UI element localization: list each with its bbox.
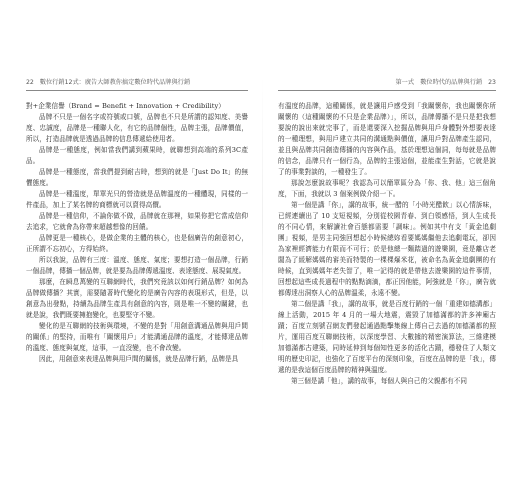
paragraph: 品牌是一種信仰，不論你做不做，品牌就在那裡，如果你把它當成信仰去追求，它就會為你帶來超越想像的回饋。 bbox=[26, 212, 248, 231]
book-gutter bbox=[262, 76, 263, 366]
left-page-body bbox=[26, 101, 248, 365]
right-page bbox=[278, 76, 496, 385]
book-spread bbox=[26, 76, 496, 385]
right-page-header bbox=[278, 76, 496, 91]
paragraph: 品牌是一種溫度，單單光只的營造就是品牌溫度的一種體現，同樣的一件產品，加上了某名牌的商標就可以賣得高價。 bbox=[26, 190, 248, 209]
left-page-header bbox=[26, 76, 248, 91]
paragraph: 品牌更是一種核心，是做企業的主體的核心，也是個廣告的創意初心，正所謂不忘初心，方得始終。 bbox=[26, 234, 248, 253]
paragraph: 第二個是講「我」，講的故事，就是百度行銷的一個「重建如德溝都」線上活動，2015 年 4 月的一場大地震，震毀了加德滿都的許多神廟古蹟；百度立刻號召網友們發起通過點擊集線上傳自己去過的加德滿都的照片，運用百度互聯網技術，以深度學習、大數據的精密演算法，三維建模加德滿都古建築，同時延伸到每個知性更多的活化古蹟，穩發住了人類文明的歷史印記，也強化了百度平台的深刻印象，百度在品牌的是「我」，傳遞的是我這個百度品牌的精神與溫度。 bbox=[278, 300, 496, 374]
paragraph: 第一個是講「你」，講的故事，統一醋的「小時光醋飲」以心情訴味，已經連續出了 10 支短視頻，分別從校園青春、到白領感悟，到人生成長的不同心情，來解讀社會百態都需要「調味」。例如其中有支「黃金追劇團」視頻，是男主同強回想起小時候總妳看要媽媽繼他去追劇電玩，卻因為家裡經濟能力有限而不可行；於是他總一麵踏過的遊樂園，竟是離店老闆為了緩解媽媽的審美而特製的一棵棵爆米花，被命名為黃金追劇團的有時候，直到媽媽年老失智了，唯一記得的就是帶他去遊樂園的這件事情，回想起這些成長過程中的點點滴滴，都正因他能，阿強就是「你」，廣告就都傳達出洞察人心的品牌溫柔，永遠不變。 bbox=[278, 201, 496, 297]
paragraph: 品牌是一種態度，例如當我們講到蘋果時，就聯想到高端的系列3C產品。 bbox=[26, 146, 248, 165]
paragraph: 對+企業信譽（Brand = Benefit + Innovation + Credibility） bbox=[26, 102, 225, 110]
paragraph: 那麼，在瞬息萬變的互聯網時代，我們究竟該以如何行銷品牌？如何為品牌做傳播？其實，需要隨著時代變化的是廣告內容的表現形式，但是，以創意為出發點，持續為品牌生產具有創意的內容，則是唯一不變的關鍵，也就是說，我們既要擁抱變化，也要堅守不變。 bbox=[26, 278, 248, 319]
paragraph: 品牌不只是一個名字或符號或口號，品牌也不只是所謂的認知度、美譽度、忠誠度，品牌是一種聯人化，有它的品牌個性，品牌主張，品牌價值，所以，打造品牌就是透過品牌的信息傳遞給使用者。 bbox=[26, 113, 248, 143]
paragraph: 變化的是互聯網的技術與環境，不變的是對「用創意溝通品牌與用戶間的關係」的堅持，而唯有「關懷用戶」才能溝通品牌的溫度，才能傳達品牌的溫度、態度與氣度，這事，一直沒變，也不會改變。 bbox=[26, 322, 248, 352]
paragraph: 有溫度的品牌，這種關係，就是讓用戶感受到「我關懷你，我也關懷你所關懷的（這種關懷的不只是企業品牌）」，所以，品牌傳播不是只是把我想要說的說出來就完事了，而是還要深入挖掘品牌與用戶身體對外想要表達的一種理想，與用戶建立共同的溝通點與價值，讓用戶對品牌產生認同，並且與品牌共同創造傳播的內容與作品，基於理想這個詞，每每就是品牌的信念，品牌只有一個行為，品牌的主張這個，並能產生對話，它就是說了的事業對談的，一種發生了。 bbox=[278, 102, 496, 176]
paragraph: 那說怎麼說故事呢？我認為可以簡單區分為「你、我、他」這三個角度，下面，我就以 3 個案例做介紹一下。 bbox=[278, 179, 496, 198]
paragraph: 第三個是講「他」，講的故事，每個人與自己的父親都有不同 bbox=[291, 377, 468, 385]
left-page-number: 22 bbox=[26, 79, 34, 86]
paragraph: 因此，用創意來表達品牌與用戶間的關係，就是品牌行銷，品牌是具 bbox=[39, 355, 239, 363]
left-header-title: 數位行銷12式：廣告大師教你搞定數位時代品牌與行銷 bbox=[39, 79, 191, 86]
paragraph: 所以我說，品牌有三度：溫度、態度、氣度；要想打造一個品牌，行銷一個品牌，傳播一個品牌，就是要為品牌傳遞溫度、表達態度、展現氣度。 bbox=[26, 256, 248, 275]
paragraph: 品牌是一種態度，當我們提到耐吉時，想到的就是「Just Do It」的無懼態度。 bbox=[26, 168, 248, 187]
right-page-number: 23 bbox=[488, 79, 496, 86]
right-page-body bbox=[278, 101, 496, 387]
left-page bbox=[26, 76, 248, 366]
right-header-title: 第一式 數位時代的品牌與行銷 bbox=[395, 79, 483, 86]
